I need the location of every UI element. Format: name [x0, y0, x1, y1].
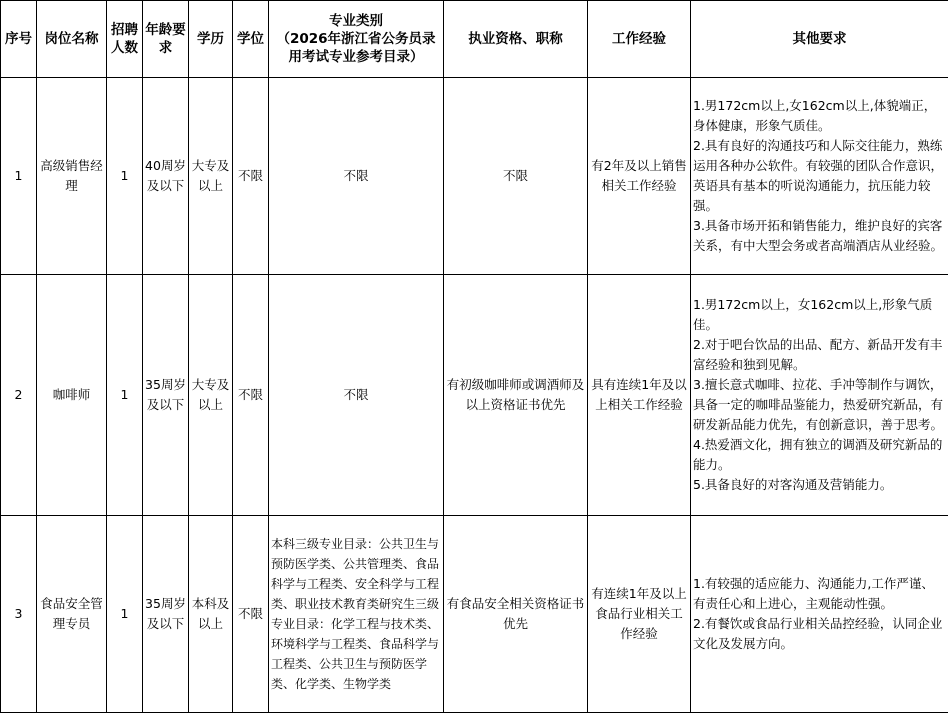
cell-age: 40周岁及以下 — [143, 78, 189, 275]
cell-count: 1 — [107, 516, 143, 713]
requirement-item: 1.男172cm以上，女162cm以上,形象气质佳。 — [693, 297, 933, 332]
table-row — [1, 516, 948, 713]
cell-education: 大专及以上 — [189, 78, 233, 275]
cell-other — [691, 78, 948, 275]
header-education: 学历 — [189, 1, 233, 78]
header-major-title: 专业类别 — [329, 13, 383, 29]
cell-experience: 有2年及以上销售相关工作经验 — [588, 78, 691, 275]
requirement-item: 2.具有良好的沟通技巧和人际交往能力，熟练运用各种办公软件。有较强的团队合作意识，英语具有基本的听说沟通能力，抗压能力较强。 — [693, 138, 944, 213]
cell-degree: 不限 — [233, 516, 269, 713]
cell-experience: 有连续1年及以上食品行业相关工作经验 — [588, 516, 691, 713]
cell-degree: 不限 — [233, 275, 269, 516]
requirement-item: 2.对于吧台饮品的出品、配方、新品开发有丰富经验和独到见解。 — [693, 337, 943, 372]
requirement-item: 3.具备市场开拓和销售能力，维护良好的宾客关系，有中大型会务或者高端酒店从业经验。 — [693, 218, 944, 253]
header-seq: 序号 — [1, 1, 37, 78]
cell-other — [691, 516, 948, 713]
table-row — [1, 78, 948, 275]
header-major — [269, 1, 444, 78]
cell-position: 咖啡师 — [37, 275, 107, 516]
header-count: 招聘人数 — [107, 1, 143, 78]
cell-education: 大专及以上 — [189, 275, 233, 516]
requirement-item: 4.热爱酒文化，拥有独立的调酒及研究新品的能力。 — [693, 437, 943, 472]
requirement-item: 5.具备良好的对客沟通及营销能力。 — [693, 477, 893, 492]
table-row — [1, 275, 948, 516]
cell-education: 本科及以上 — [189, 516, 233, 713]
header-qualification: 执业资格、职称 — [444, 1, 588, 78]
requirement-item: 1.有较强的适应能力、沟通能力,工作严谨、有责任心和上进心，主观能动性强。 — [693, 576, 934, 611]
cell-count: 1 — [107, 275, 143, 516]
requirement-item: 3.擅长意式咖啡、拉花、手冲等制作与调饮，具备一定的咖啡品鉴能力，热爱研究新品，有研发新品能力优先，有创新意识，善于思考。 — [693, 377, 944, 432]
header-row — [1, 1, 948, 78]
cell-seq: 2 — [1, 275, 37, 516]
cell-qualification: 有初级咖啡师或调酒师及以上资格证书优先 — [444, 275, 588, 516]
cell-age: 35周岁及以下 — [143, 275, 189, 516]
cell-major: 不限 — [269, 275, 444, 516]
cell-major: 不限 — [269, 78, 444, 275]
requirement-item: 1.男172cm以上,女162cm以上,体貌端正，身体健康，形象气质佳。 — [693, 98, 937, 133]
header-major-subtitle: （2026年浙江省公务员录用考试专业参考目录） — [276, 31, 436, 65]
cell-age: 35周岁及以下 — [143, 516, 189, 713]
cell-seq: 1 — [1, 78, 37, 275]
cell-seq: 3 — [1, 516, 37, 713]
header-degree: 学位 — [233, 1, 269, 78]
cell-position: 高级销售经理 — [37, 78, 107, 275]
cell-count: 1 — [107, 78, 143, 275]
cell-degree: 不限 — [233, 78, 269, 275]
header-age: 年龄要求 — [143, 1, 189, 78]
cell-experience: 具有连续1年及以上相关工作经验 — [588, 275, 691, 516]
cell-qualification: 有食品安全相关资格证书优先 — [444, 516, 588, 713]
requirement-item: 2.有餐饮或食品行业相关品控经验，认同企业文化及发展方向。 — [693, 616, 943, 651]
header-experience: 工作经验 — [588, 1, 691, 78]
cell-qualification: 不限 — [444, 78, 588, 275]
cell-other — [691, 275, 948, 516]
cell-major: 本科三级专业目录：公共卫生与预防医学类、公共管理类、食品科学与工程类、安全科学与工程类、职业技术教育类研究生三级专业目录：化学工程与技术类、环境科学与工程类、食品科学与工程类、公共卫生与预防医学类、化学类、生物学类 — [269, 516, 444, 713]
cell-position: 食品安全管理专员 — [37, 516, 107, 713]
header-other: 其他要求 — [691, 1, 948, 78]
header-position: 岗位名称 — [37, 1, 107, 78]
